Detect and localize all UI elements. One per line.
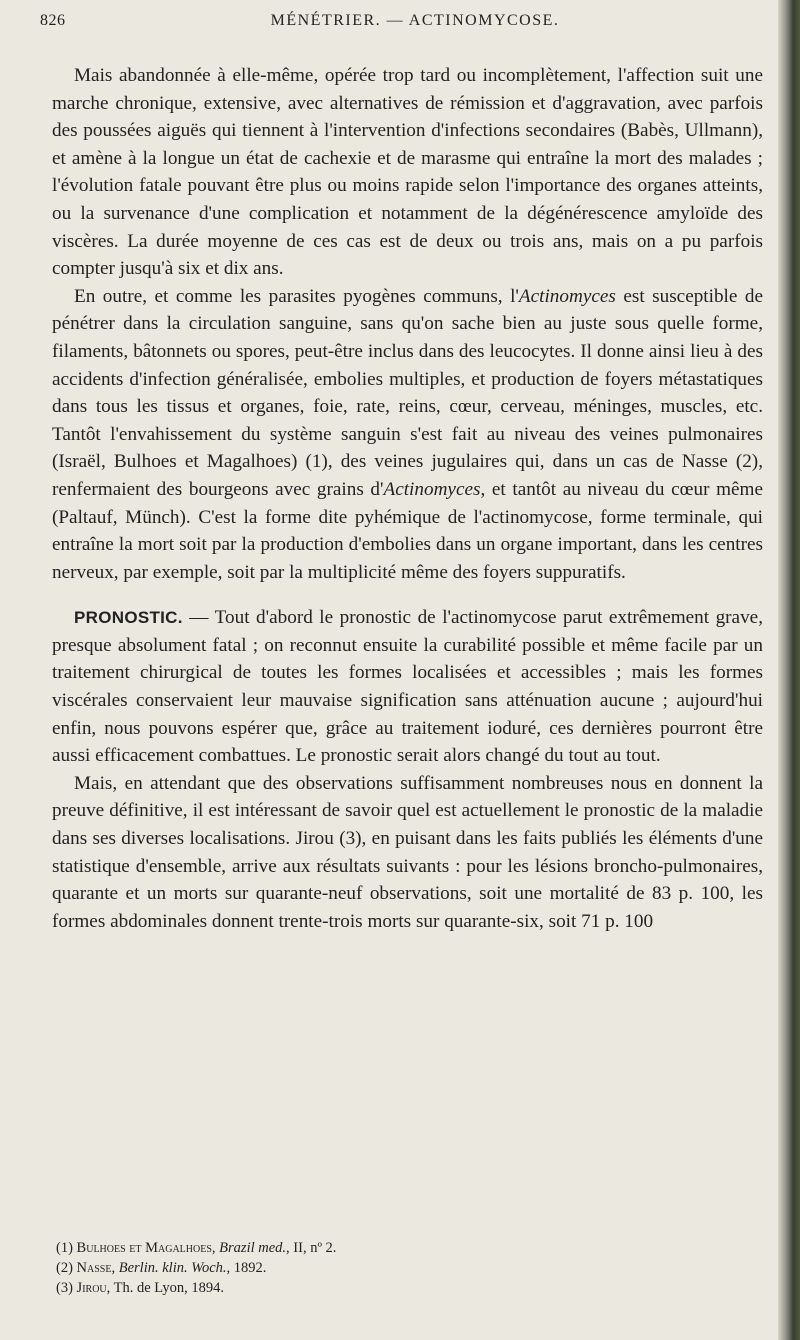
footnote-2: (2) Nasse, Berlin. klin. Woch., 1892.	[56, 1260, 267, 1276]
page-number: 826	[40, 12, 66, 29]
paragraph-generalized-infection: En outre, et comme les parasites pyogènes communs, l'Actinomyces est susceptible de pénétrer dans la circulation sanguine, sans qu'on sache bien au juste sous quelle forme, filaments, bâtonnets ou spores, peut-être inclus dans des leucocytes. Il donne ainsi lieu à des accidents d'infection généralisée, embolies multiples, et production de foyers métastatiques dans tous les tissus et organes, foie, rate, reins, cœur, cerveau, méninges, muscles, etc. Tantôt l'envahissement du système sanguin s'est fait au niveau des veines pulmonaires (Israël, Bulhoes et Magalhoes) (1), des veines jugulaires qui, dans un cas de Nasse (2), renfermaient des bourgeons avec grains d'Actinomyces, et tantôt au niveau du cœur même (Paltauf, Münch). C'est la forme dite pyhémique de l'actinomycose, forme terminale, qui entraîne la mort soit par la production d'embolies dans un organe important, dans les centres nerveux, par exemple, soit par la multiplicité même des foyers suppuratifs.	[52, 285, 764, 583]
footnote-3: (3) Jirou, Th. de Lyon, 1894.	[56, 1280, 224, 1296]
page-header	[40, 12, 760, 38]
running-title: MÉNÉTRIER. — ACTINOMYCOSE.	[270, 12, 560, 29]
italic-term: Actinomyces	[518, 285, 616, 307]
footnote-1: (1) Bulhoes et Magalhoes, Brazil med., II, nº 2.	[56, 1240, 337, 1256]
italic-term: Actinomyces	[383, 478, 481, 500]
section-heading-prognosis: PRONOSTIC.	[74, 608, 183, 628]
footnotes	[56, 1238, 756, 1298]
body-text	[52, 62, 763, 935]
page-edge-shadow	[778, 0, 800, 1340]
paragraph-statistics: Mais, en attendant que des observations suffisamment nombreuses nous en donnent la preuve définitive, il est intéressant de savoir quel est actuellement le pronostic de la maladie dans ses diverses localisations. Jirou (3), en puisant dans les faits publiés les éléments d'une statistique d'ensemble, arrive aux résultats suivants : pour les lésions broncho-pulmonaires, quarante et un morts sur quarante-neuf observations, soit une mortalité de 83 p. 100, les formes abdominales donnent trente-trois morts sur quarante-six, soit 71 p. 100	[52, 772, 763, 932]
paragraph-prognosis: PRONOSTIC. — Tout d'abord le pronostic de l'actinomycose parut extrêmement grave, presque absolument fatal ; on reconnut ensuite la curabilité possible et même facile par un traitement chirurgical de toutes les formes localisées et accessibles ; mais les formes viscérales conservaient leur mauvaise signification sans atténuation aucune ; aujourd'hui enfin, nous pouvons espérer que, grâce au traitement ioduré, ces dernières pourront être aussi efficacement combattues. Le pronostic serait alors changé du tout au tout.	[52, 607, 763, 767]
paragraph-course: Mais abandonnée à elle-même, opérée trop tard ou incomplètement, l'affection suit une marche chronique, extensive, avec alternatives de rémission et d'aggravation, avec parfois des poussées aiguës qui tiennent à l'intervention d'infections secondaires (Babès, Ullmann), et amène à la longue un état de cachexie et de marasme qui entraîne la mort des malades ; l'évolution fatale pouvant être plus ou moins rapide selon l'importance des organes atteints, ou la survenance d'une complication et notamment de la dégénérescence amyloïde des viscères. La durée moyenne de ces cas est de deux ou trois ans, mais on a pu parfois compter jusqu'à six et dix ans.	[52, 65, 763, 280]
